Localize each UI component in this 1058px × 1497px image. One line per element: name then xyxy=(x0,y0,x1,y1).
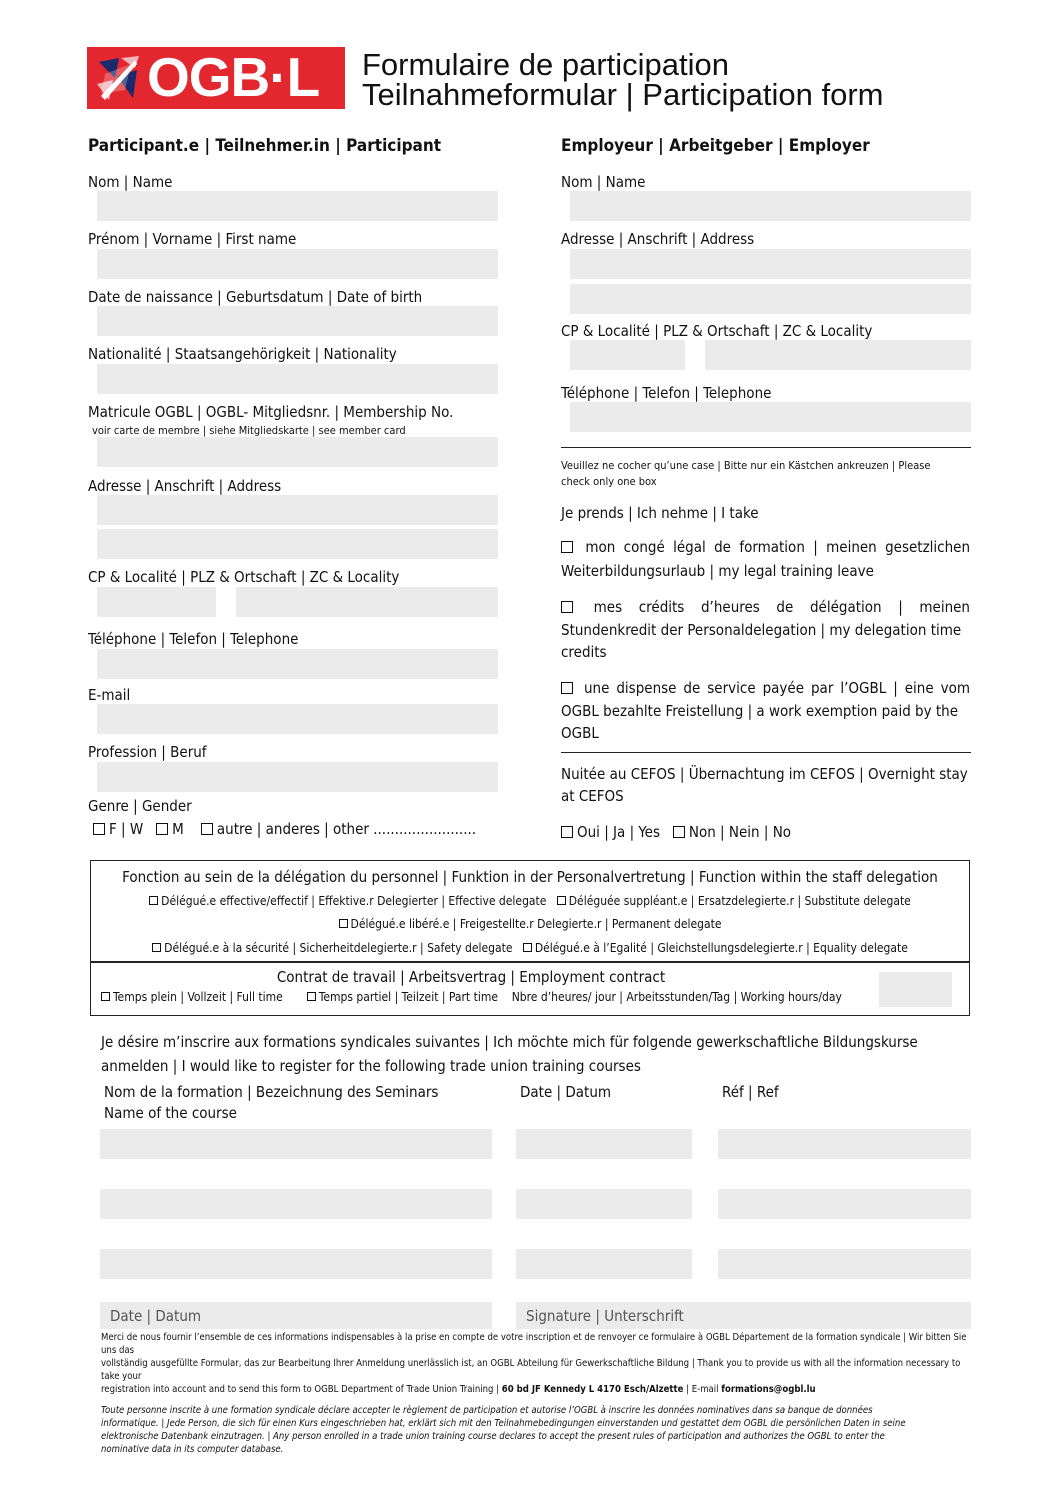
footer-info xyxy=(101,1331,981,1396)
employer-divider-2 xyxy=(561,752,971,753)
check-note-line2: check only one box xyxy=(561,475,657,488)
permanent-delegate-checkbox[interactable] xyxy=(339,919,348,928)
working-hours-label: Nbre d’heures/ jour | Arbeitsstunden/Tag | Working hours/day xyxy=(511,990,842,1004)
effective-delegate-checkbox[interactable] xyxy=(149,896,158,905)
course-name-header-line1: Nom de la formation | Bezeichnung des Seminars xyxy=(104,1083,439,1101)
contract-title: Contrat de travail | Arbeitsvertrag | Employment contract xyxy=(276,968,666,986)
participant-profession-field[interactable] xyxy=(97,762,498,792)
participant-name-label: Nom | Name xyxy=(88,173,173,191)
employer-locality-field[interactable] xyxy=(705,340,971,370)
overnight-no-checkbox[interactable] xyxy=(673,826,685,838)
participant-dob-field[interactable] xyxy=(97,306,498,336)
employer-name-field[interactable] xyxy=(570,191,971,221)
footer-info-line3: registration into account and to send this form to OGBL Department of Trade Union Training | 60 bd JF Kennedy L 4170 Esch/Alzette | E-mail formations@ogbl.lu xyxy=(101,1384,816,1395)
footer-email: formations@ogbl.lu xyxy=(721,1384,816,1395)
training-intro-line1: Je désire m’inscrire aux formations syndicales suivantes | Ich möchte mich für folgende gewerkschaftliche Bildungskurse xyxy=(101,1033,918,1051)
participant-nationality-field[interactable] xyxy=(97,364,498,394)
participant-firstname-label: Prénom | Vorname | First name xyxy=(88,230,297,248)
footer-privacy xyxy=(101,1404,981,1456)
participant-zip-label: CP & Localité | PLZ & Ortschaft | ZC & Locality xyxy=(88,568,400,586)
participant-dob-label: Date de naissance | Geburtsdatum | Date of birth xyxy=(88,288,423,306)
participant-locality-field[interactable] xyxy=(236,587,498,617)
participant-phone-field[interactable] xyxy=(97,649,498,679)
overnight-label-line2: at CEFOS xyxy=(561,787,624,805)
check-note-line1: Veuillez ne cocher qu’une case | Bitte nur ein Kästchen ankreuzen | Please xyxy=(561,459,931,472)
gender-m-checkbox[interactable] xyxy=(156,823,168,835)
course-date-field-3[interactable] xyxy=(516,1249,692,1279)
substitute-delegate-checkbox[interactable] xyxy=(557,896,566,905)
employer-header: Employeur | Arbeitgeber | Employer xyxy=(561,136,870,156)
participant-membership-label: Matricule OGBL | OGBL- Mitgliedsnr. | Membership No. xyxy=(88,403,454,421)
part-time-checkbox[interactable] xyxy=(307,992,316,1001)
participant-address-field-1[interactable] xyxy=(97,495,498,525)
leave-option-3-line3: OGBL xyxy=(561,724,599,742)
employer-phone-label: Téléphone | Telefon | Telephone xyxy=(561,384,772,402)
employer-address-field-1[interactable] xyxy=(570,249,971,279)
take-label: Je prends | Ich nehme | I take xyxy=(561,504,759,522)
participant-profession-label: Profession | Beruf xyxy=(88,743,207,761)
sign-date-field[interactable] xyxy=(100,1302,492,1329)
delegation-row-1: Délégué.e effective/effectif | Effektive.r Delegierter | Effective delegate Déléguée suppléant.e | Ersatzdelegierte.r | Substitute delegate xyxy=(91,894,969,908)
training-intro-line2: anmelden | I would like to register for the following trade union training courses xyxy=(101,1057,641,1075)
participant-address-field-2[interactable] xyxy=(97,529,498,559)
gender-f-checkbox[interactable] xyxy=(93,823,105,835)
course-name-header-line2: Name of the course xyxy=(104,1104,237,1122)
participant-phone-label: Téléphone | Telefon | Telephone xyxy=(88,630,299,648)
delegation-title: Fonction au sein de la délégation du personnel | Funktion in der Personalvertretung | Function within the staff delegation xyxy=(122,868,938,886)
footer-privacy-line2: informatique. | Jede Person, die sich für einen Kurs eingeschrieben hat, erklärt sich mit den Teilnahmebedingungen einverstanden und gestattet dem OGBL die persönlichen Daten in seine xyxy=(101,1418,906,1429)
gender-f-label: F | W xyxy=(109,820,144,838)
gender-options xyxy=(93,820,476,838)
delegation-credits-checkbox[interactable] xyxy=(561,601,573,613)
safety-delegate-checkbox[interactable] xyxy=(152,943,161,952)
gender-other-label: autre | anderes | other ........................ xyxy=(216,820,477,838)
ogbl-exemption-checkbox[interactable] xyxy=(561,682,573,694)
participant-firstname-field[interactable] xyxy=(97,249,498,279)
form-title-line2: Teilnahmeformular | Participation form xyxy=(362,77,884,112)
employer-phone-field[interactable] xyxy=(570,402,971,432)
full-time-checkbox[interactable] xyxy=(101,992,110,1001)
employer-zip-label: CP & Localité | PLZ & Ortschaft | ZC & Locality xyxy=(561,322,873,340)
leave-option-3-line1: une dispense de service payée par l’OGBL | eine vom xyxy=(561,679,970,697)
overnight-no-label: Non | Nein | No xyxy=(688,823,792,841)
employer-address-field-2[interactable] xyxy=(570,284,971,314)
overnight-label-line1: Nuitée au CEFOS | Übernachtung im CEFOS | Overnight stay xyxy=(561,765,968,783)
employer-divider-1 xyxy=(561,447,971,448)
course-name-field-1[interactable] xyxy=(100,1129,492,1159)
delegation-row-3: Délégué.e à la sécurité | Sicherheitdelegierte.r | Safety delegate Délégué.e à l’Egalité | Gleichstellungsdelegierte.r | Equality delegate xyxy=(91,941,969,955)
ogbl-logo xyxy=(87,47,345,109)
course-ref-field-1[interactable] xyxy=(718,1129,971,1159)
course-date-field-1[interactable] xyxy=(516,1129,692,1159)
course-date-header: Date | Datum xyxy=(520,1083,612,1101)
course-date-field-2[interactable] xyxy=(516,1189,692,1219)
signature-label: Signature | Unterschrift xyxy=(526,1307,684,1325)
employer-name-label: Nom | Name xyxy=(561,173,646,191)
course-ref-header: Réf | Ref xyxy=(722,1083,779,1101)
form-title-line1: Formulaire de participation xyxy=(362,47,730,82)
leave-option-1-line1: mon congé légal de formation | meinen gesetzlichen xyxy=(561,538,970,556)
participant-name-field[interactable] xyxy=(97,191,498,221)
logo-text: OGB·L xyxy=(147,46,320,108)
footer-address: 60 bd JF Kennedy L 4170 Esch/Alzette xyxy=(501,1384,684,1395)
ogbl-logo-mark-icon xyxy=(95,54,141,102)
overnight-options xyxy=(561,823,791,841)
legal-training-leave-checkbox[interactable] xyxy=(561,541,573,553)
employer-zip-field[interactable] xyxy=(570,340,685,370)
leave-option-1-line2: Weiterbildungsurlaub | my legal training leave xyxy=(561,562,874,580)
participant-email-label: E-mail xyxy=(88,686,131,704)
footer-info-line1: Merci de nous fournir l’ensemble de ces informations indispensables à la prise en compte de votre inscription et de renvoyer ce formulaire à OGBL Département de la formation syndicale | Wir bitten Sie uns das xyxy=(101,1332,967,1356)
signature-field[interactable] xyxy=(516,1302,971,1329)
equality-delegate-checkbox[interactable] xyxy=(523,943,532,952)
footer-privacy-line1: Toute personne inscrite à une formation syndicale déclare accepter le règlement de participation et autorise l’OGBL à inscrire les données nominatives dans sa banque de données xyxy=(101,1405,873,1416)
overnight-yes-label: Oui | Ja | Yes xyxy=(577,823,660,841)
leave-option-3-line2: OGBL bezahlte Freistellung | a work exemption paid by the xyxy=(561,702,959,720)
participant-membership-field[interactable] xyxy=(97,437,498,467)
leave-option-2-line2: Stundenkredit der Personaldelegation | my delegation time xyxy=(561,621,962,639)
participant-header: Participant.e | Teilnehmer.in | Participant xyxy=(88,136,442,156)
participant-nationality-label: Nationalité | Staatsangehörigkeit | Nationality xyxy=(88,345,397,363)
sign-date-label: Date | Datum xyxy=(110,1307,202,1325)
leave-option-2-line3: credits xyxy=(561,643,607,661)
participant-zip-field[interactable] xyxy=(97,587,216,617)
footer-privacy-line4: nominative data in its computer database. xyxy=(101,1444,284,1455)
participant-gender-label: Genre | Gender xyxy=(88,797,192,815)
leave-option-2-line1: mes crédits d’heures de délégation | meinen xyxy=(561,598,970,616)
course-name-field-2[interactable] xyxy=(100,1189,492,1219)
participant-membership-hint: voir carte de membre | siehe Mitgliedskarte | see member card xyxy=(92,424,406,437)
footer-privacy-line3: elektronische Datenbank einzutragen. | Any person enrolled in a trade union training course declares to accept the present rules of participation and authorizes the OGBL to enter the xyxy=(101,1431,885,1442)
footer-info-line2: vollständig ausgefüllte Formular, das zur Bearbeitung Ihrer Anmeldung unerlässlich ist, an OGBL Abteilung für Gewerkschaftliche Bildung | Thank you to provide us with all the information necessary to take your xyxy=(101,1358,961,1382)
participant-email-field[interactable] xyxy=(97,704,498,734)
gender-m-label: M xyxy=(172,820,184,838)
course-ref-field-3[interactable] xyxy=(718,1249,971,1279)
overnight-yes-checkbox[interactable] xyxy=(561,826,573,838)
delegation-row-2: Délégué.e libéré.e | Freigestellte.r Delegierte.r | Permanent delegate xyxy=(91,917,969,931)
working-hours-field[interactable] xyxy=(879,972,952,1007)
employer-address-label: Adresse | Anschrift | Address xyxy=(561,230,755,248)
contract-options: Temps plein | Vollzeit | Full time Temps partiel | Teilzeit | Part time Nbre d’heures/ jour | Arbeitsstunden/Tag | Working hours/day xyxy=(101,990,842,1004)
participant-address-label: Adresse | Anschrift | Address xyxy=(88,477,282,495)
course-ref-field-2[interactable] xyxy=(718,1189,971,1219)
gender-other-checkbox[interactable] xyxy=(201,823,213,835)
course-name-field-3[interactable] xyxy=(100,1249,492,1279)
box-divider xyxy=(91,961,969,963)
